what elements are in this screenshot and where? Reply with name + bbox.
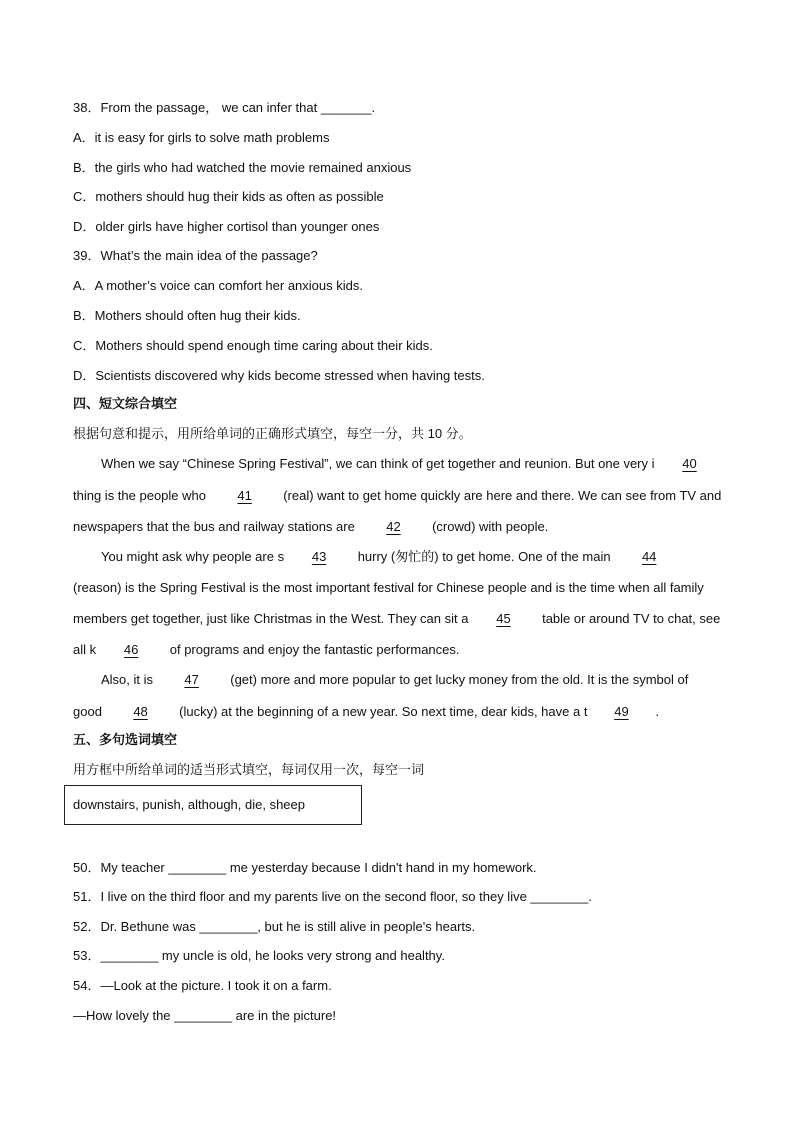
blank-49: 49 [614, 704, 629, 719]
blank-48: 48 [133, 704, 148, 719]
passage-text: (crowd) with people. [428, 519, 549, 534]
passage-line-7 [73, 641, 460, 659]
question-54-prompt: 54．—Look at the picture. I took it on a farm. [73, 978, 332, 993]
passage-text: . [655, 704, 660, 719]
question-39-option-a: A．A mother’s voice can comfort her anxious kids. [73, 278, 363, 293]
passage-line-1 [101, 455, 725, 473]
question-54-reply: —How lovely the ________ are in the picture! [73, 1008, 337, 1023]
passage-text: (lucky) at the beginning of a new year. So next time, dear kids, have a t [175, 704, 588, 719]
passage-text: When we say “Chinese Spring Festival”, we can think of get together and reunion. But one very i [101, 456, 655, 471]
question-52: 52．Dr. Bethune was ________, but he is still alive in people's hearts. [73, 919, 476, 934]
section-5-heading: 五、多句选词填空 [73, 733, 178, 748]
question-38-option-b: B．the girls who had watched the movie remained anxious [73, 160, 412, 175]
question-39-option-c: C．Mothers should spend enough time caring about their kids. [73, 338, 433, 353]
passage-text: all k [73, 642, 97, 657]
section-4-heading: 四、短文综合填空 [73, 397, 178, 412]
section-4-instruction: 根据句意和提示，用所给单词的正确形式填空，每空一分，共 10 分。 [73, 426, 472, 441]
blank-46: 46 [123, 642, 139, 657]
passage-text: of programs and enjoy the fantastic performances. [166, 642, 460, 657]
question-53: 53．________ my uncle is old, he looks very strong and healthy. [73, 948, 445, 963]
passage-line-4 [101, 548, 684, 566]
blank-47: 47 [184, 672, 199, 687]
question-39-option-b: B．Mothers should often hug their kids. [73, 308, 301, 323]
passage-line-6 [73, 610, 720, 628]
blank-43: 43 [311, 549, 327, 564]
passage-text: thing is the people who [73, 488, 210, 503]
question-39-stem: 39．What’s the main idea of the passage? [73, 248, 318, 263]
passage-text: hurry (匆忙的) to get home. One of the main [354, 549, 615, 564]
passage-line-5: (reason) is the Spring Festival is the most important festival for Chinese people and is the time when all family [73, 580, 704, 595]
passage-line-2 [73, 487, 721, 505]
question-38-option-d: D．older girls have higher cortisol than younger ones [73, 219, 380, 234]
question-50: 50．My teacher ________ me yesterday because I didn't hand in my homework. [73, 860, 537, 875]
question-51: 51．I live on the third floor and my parents live on the second floor, so they live ________. [73, 889, 592, 904]
passage-text: newspapers that the bus and railway stations are [73, 519, 359, 534]
passage-line-9 [73, 703, 659, 721]
word-bank-words: downstairs, punish, although, die, sheep [73, 797, 305, 812]
passage-text: (get) more and more popular to get lucky money from the old. It is the symbol of [226, 672, 689, 687]
passage-text: members get together, just like Christmas in the West. They can sit a [73, 611, 469, 626]
blank-40: 40 [682, 456, 697, 471]
question-38-option-a: A．it is easy for girls to solve math problems [73, 130, 330, 145]
passage-text: Also, it is [101, 672, 157, 687]
question-39-option-d: D．Scientists discovered why kids become stressed when having tests. [73, 368, 485, 383]
blank-44: 44 [641, 549, 657, 564]
passage-text: table or around TV to chat, see [538, 611, 721, 626]
passage-text: good [73, 704, 106, 719]
question-38-option-c: C．mothers should hug their kids as often as possible [73, 189, 384, 204]
question-38-stem: 38．From the passage， we can infer that _______. [73, 100, 376, 115]
word-bank-box [64, 785, 362, 825]
passage-line-8 [101, 671, 688, 689]
passage-text: (real) want to get home quickly are here and there. We can see from TV and [279, 488, 722, 503]
blank-41: 41 [237, 488, 252, 503]
passage-line-3 [73, 518, 548, 536]
blank-42: 42 [386, 519, 401, 534]
passage-text: You might ask why people are s [101, 549, 285, 564]
blank-45: 45 [496, 611, 511, 626]
section-5-instruction: 用方框中所给单词的适当形式填空，每词仅用一次，每空一词 [73, 762, 425, 777]
